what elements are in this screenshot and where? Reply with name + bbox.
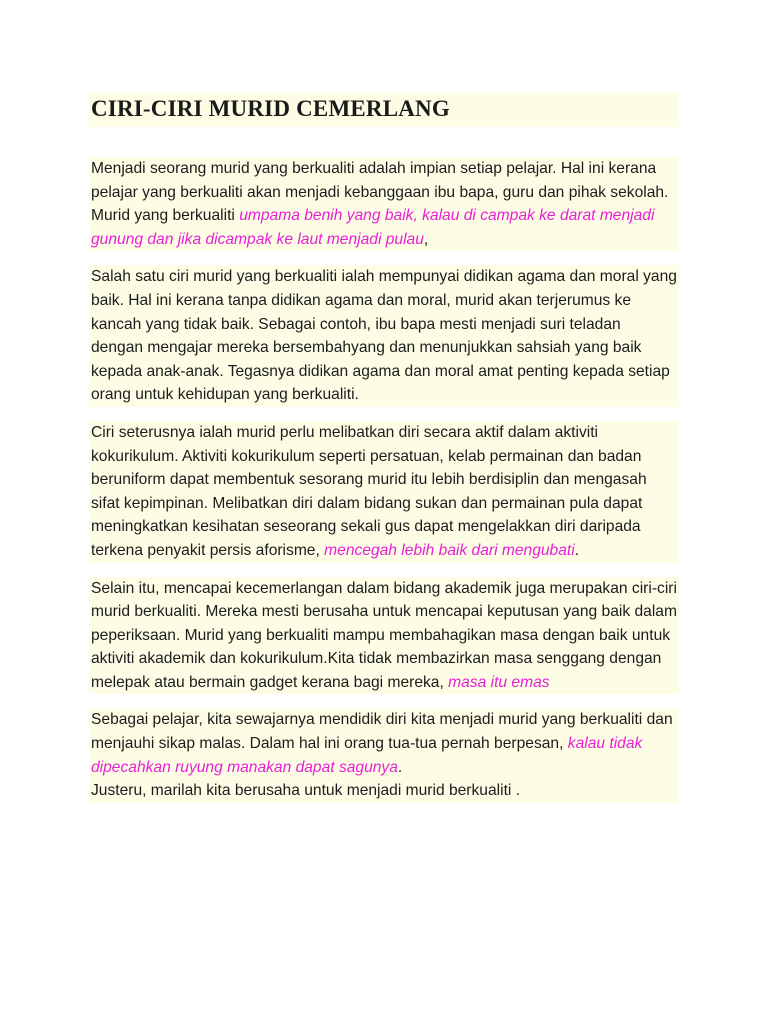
paragraph-text: Selain itu, mencapai kecemerlangan dalam bidang akademik juga merupakan ciri-ciri murid berkualiti. Mereka mesti berusaha untuk mencapai keputusan yang baik dalam peperiksaan. Murid yang berkualiti mampu membahagikan masa dengan baik untuk aktiviti akademik dan kokurikulum.Kita tidak membazirkan masa senggang dengan melepak atau bermain gadget kerana bagi mereka, (91, 579, 677, 691)
paragraph-text: Salah satu ciri murid yang berkualiti ialah mempunyai didikan agama dan moral yang baik. Hal ini kerana tanpa didikan agama dan moral, murid akan terjerumus ke kancah yang tidak baik. Sebagai contoh, ibu bapa mesti menjadi suri teladan dengan mengajar mereka bersembahyang dan menunjukkan sahsiah yang baik kepada anak-anak. Tegasnya didikan agama dan moral amat penting kepada setiap orang untuk kehidupan yang berkualiti. (91, 268, 677, 404)
paragraph-tail: . (574, 541, 580, 559)
paragraph-text: Ciri seterusnya ialah murid perlu melibatkan diri secara aktif dalam aktiviti kokurikulum. Aktiviti kokurikulum seperti persatuan, kelab permainan dan badan beruniform dapat membentuk sesorang murid itu lebih berdisiplin dan mengasah sifat kepimpinan. Melibatkan diri dalam bidang sukan dan permainan pula dapat meningkatkan kesihatan seseorang sekali gus dapat mengelakkan diri daripada terkena penyakit persis aforisme, (91, 423, 647, 559)
paragraph-text: Menjadi seorang murid yang berkualiti adalah impian setiap pelajar. Hal ini kerana pelajar yang berkualiti akan menjadi kebanggaan ibu bapa, guru dan pihak sekolah. Murid yang berkualiti (91, 160, 669, 225)
proverb-quote: kalau tidak dipecahkan ruyung manakan dapat sagunya (91, 735, 643, 776)
paragraph-5 (89, 708, 679, 802)
document-page (89, 92, 679, 817)
document-title: CIRI-CIRI MURID CEMERLANG (89, 92, 679, 127)
paragraph-3 (89, 421, 679, 563)
paragraph-tail: . (397, 758, 403, 776)
proverb-quote: masa itu emas (448, 673, 550, 691)
paragraph-4 (89, 577, 679, 695)
paragraph-2 (89, 265, 679, 407)
paragraph-text: Sebagai pelajar, kita sewajarnya mendidik diri kita menjadi murid yang berkualiti dan menjauhi sikap malas. Dalam hal ini orang tua-tua pernah berpesan, (91, 711, 673, 753)
proverb-quote: umpama benih yang baik, kalau di campak ke darat menjadi gunung dan jika dicampak ke laut menjadi pulau (91, 207, 655, 248)
closing-sentence: Justeru, marilah kita berusaha untuk menjadi murid berkualiti . (91, 782, 521, 800)
proverb-quote: mencegah lebih baik dari mengubati (324, 541, 575, 559)
paragraph-1 (89, 157, 679, 251)
paragraph-tail: , (423, 230, 429, 248)
